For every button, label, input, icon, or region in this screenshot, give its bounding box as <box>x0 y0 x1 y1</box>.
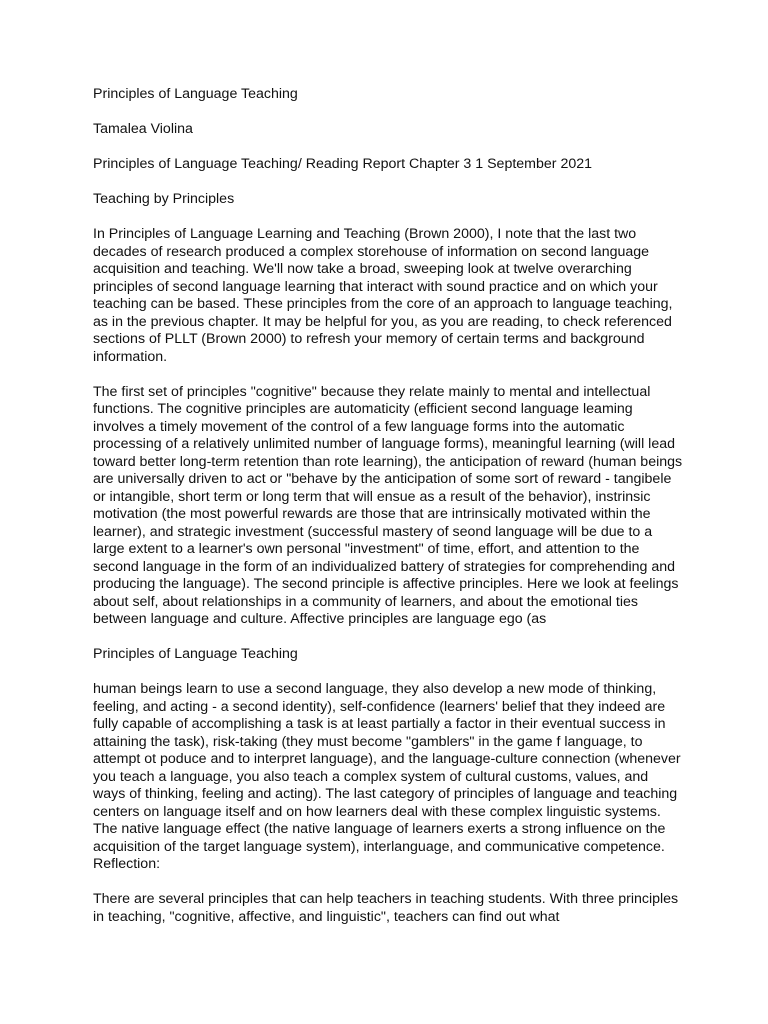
document-page <box>93 86 683 944</box>
author-name: Tamalea Violina <box>93 121 193 137</box>
running-header: Principles of Language Teaching <box>93 646 298 662</box>
document-title: Principles of Language Teaching <box>93 86 298 102</box>
paragraph: In Principles of Language Learning and Teaching (Brown 2000), I note that the last two decades of research produced a complex storehouse of information on second language acquisition and teaching. We'll now take a broad, sweeping look at twelve overarching principles of second language learning that interact with sound practice and on which your teaching can be based. These principles from the core of an approach to language teaching, as in the previous chapter. It may be helpful for you, as you are reading, to check referenced sections of PLLT (Brown 2000) to refresh your memory of certain terms and background information. <box>93 226 673 365</box>
paragraph: The first set of principles "cognitive" because they relate mainly to mental and intellectual functions. The cognitive principles are automaticity (efficient second language leaming involves a timely movement of the control of a few language forms into the automatic processing of a relatively unlimited number of language forms), meaningful learning (will lead toward better long-term retention than rote learning), the anticipation of reward (human beings are universally driven to act or "behave by the anticipation of some sort of reward - tangibele or intangible, short term or long term that will ensue as a result of the behavior), instrinsic motivation (the most powerful rewards are those that are intrinsically motivated within the learner), and strategic investment (successful mastery of seond language will be due to a large extent to a learner's own personal "investment" of time, effort, and attention to the second language in the form of an individualized battery of strategies for comprehending and producing the language). The second principle is affective principles. Here we look at feelings about self, about relationships in a community of learners, and about the emotional ties between language and culture. Affective principles are language ego (as <box>93 383 683 627</box>
paragraph: There are several principles that can help teachers in teaching students. With three principles in teaching, "cognitive, affective, and linguistic", teachers can find out what <box>93 891 679 925</box>
document-subtitle: Principles of Language Teaching/ Reading Report Chapter 3 1 September 2021 <box>93 156 592 172</box>
paragraph: human beings learn to use a second language, they also develop a new mode of thinking, feeling, and acting - a second identity), self-confidence (learners' belief that they indeed are fully capable of accomplishing a task is at least partially a factor in their eventual success in attaining the task), risk-taking (they must become "gamblers" in the game f language, to attempt ot poduce and to interpret language), and the language-culture connection (whenever you teach a language, you also teach a complex system of cultural customs, values, and ways of thinking, feeling and acting). The last category of principles of language and teaching centers on language itself and on how learners deal with these complex linguistic systems. The native language effect (the native language of learners exerts a strong influence on the acquisition of the target language system), interlanguage, and communicative competence. Reflection: <box>93 681 681 872</box>
section-heading: Teaching by Principles <box>93 191 235 207</box>
